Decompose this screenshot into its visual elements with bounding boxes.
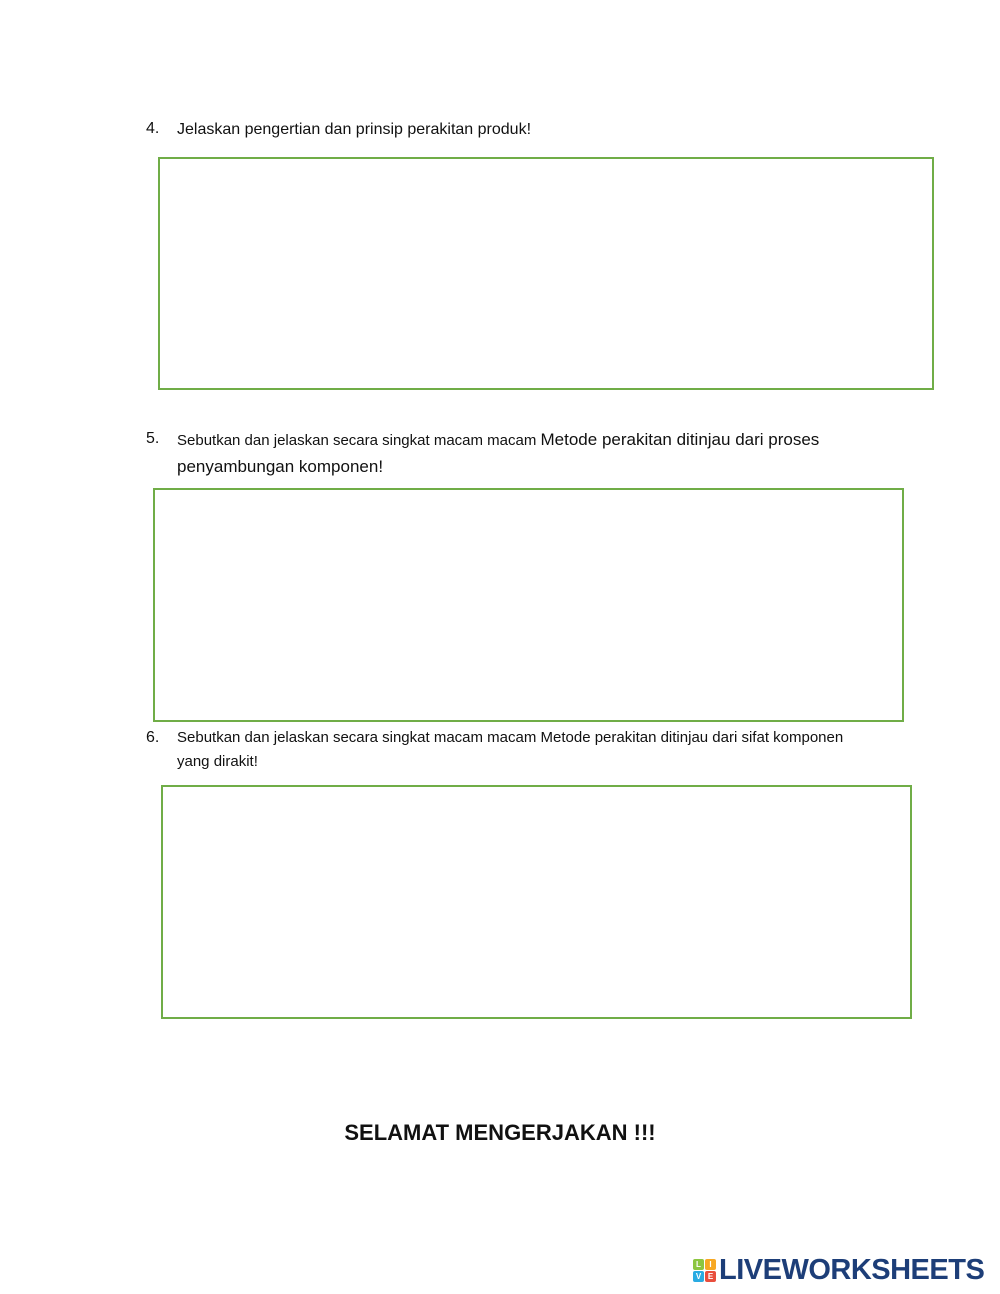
question-6-number: 6. [146,729,160,746]
question-5-number: 5. [146,430,160,447]
answer-box-5[interactable] [153,488,904,722]
question-4-number: 4. [146,120,160,137]
answer-box-4[interactable] [158,157,934,390]
liveworksheets-logo [693,1254,984,1287]
question-6-text: Sebutkan dan jelaskan secara singkat macam macam Metode perakitan ditinjau dari sifat komponen yang dirakit! [177,729,844,770]
question-5-text-small: Sebutkan dan jelaskan secara singkat macam macam [177,432,541,449]
logo-letter-v: V [693,1271,704,1282]
logo-mark-icon [693,1259,716,1282]
answer-box-6[interactable] [161,785,912,1019]
logo-wordmark: LIVEWORKSHEETS [719,1254,985,1286]
question-5-text [177,427,917,481]
logo-letter-e: E [705,1271,716,1282]
question-5-text-large: Metode perakitan ditinjau dari proses penyambungan komponen! [177,430,820,476]
question-4-text: Jelaskan pengertian dan prinsip perakitan produk! [177,121,532,138]
logo-letter-l: L [693,1259,704,1270]
closing-message: SELAMAT MENGERJAKAN !!! [344,1120,656,1145]
logo-letter-i: I [705,1259,716,1270]
